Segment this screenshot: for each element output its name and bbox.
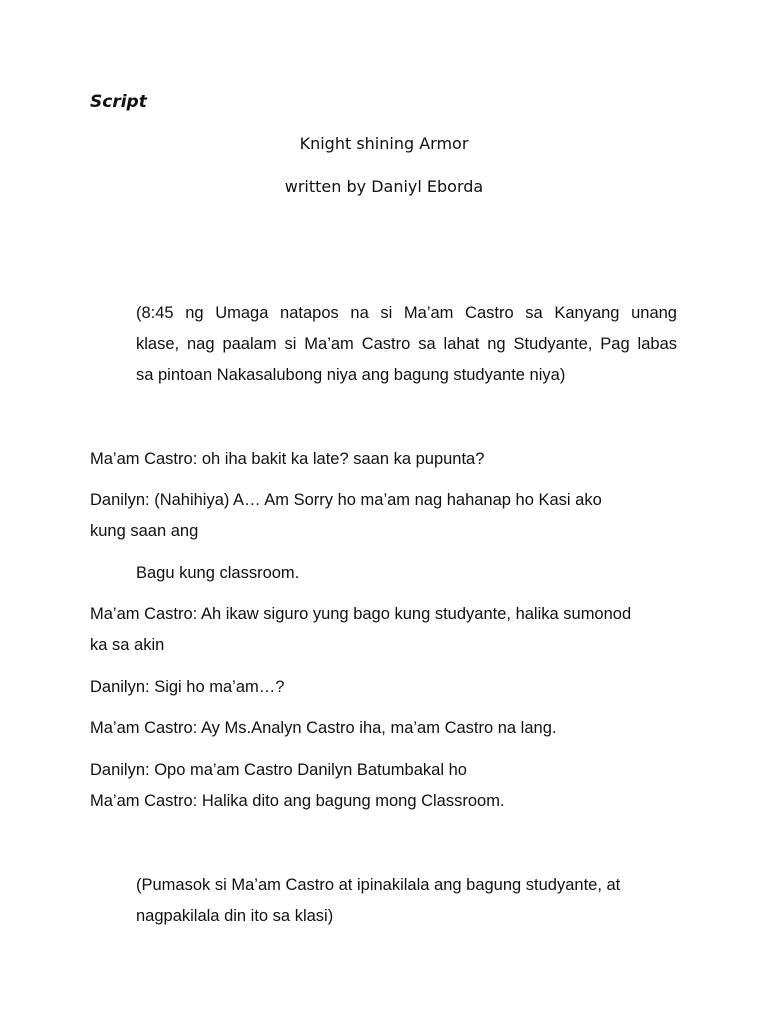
document-label: Script (90, 92, 147, 112)
dialogue-line: Ma’am Castro: Halika dito ang bagung mong Classroom. (90, 792, 505, 810)
stage-direction-line: klase, nag paalam si Ma’am Castro sa lahat ng Studyante, Pag labas (136, 335, 677, 353)
dialogue-line: Ma’am Castro: Ah ikaw siguro yung bago kung studyante, halika sumonod (90, 605, 632, 623)
stage-direction-line: (Pumasok si Ma’am Castro at ipinakilala ang bagung studyante, at (136, 876, 621, 894)
stage-direction-line: nagpakilala din ito sa klasi) (136, 907, 334, 925)
stage-direction-opening (136, 298, 677, 391)
script-byline: written by Daniyl Eborda (284, 177, 484, 196)
dialogue-line: Ma’am Castro: oh iha bakit ka late? saan ka pupunta? (90, 450, 485, 468)
stage-direction-line: (8:45 ng Umaga natapos na si Ma’am Castro sa Kanyang unang (136, 304, 677, 322)
stage-direction-line: sa pintoan Nakasalubong niya ang bagung studyante niya) (136, 366, 566, 384)
dialogue-line: Ma’am Castro: Ay Ms.Analyn Castro iha, ma’am Castro na lang. (90, 719, 557, 737)
dialogue-line: ka sa akin (90, 636, 165, 654)
dialogue-continuation: Bagu kung classroom. (136, 564, 300, 582)
dialogue-line: Danilyn: Sigi ho ma’am…? (90, 678, 285, 696)
dialogue-line: Danilyn: Opo ma’am Castro Danilyn Batumbakal ho (90, 761, 467, 779)
script-title: Knight shining Armor (299, 134, 469, 153)
dialogue-line: kung saan ang (90, 522, 199, 540)
dialogue-line: Danilyn: (Nahihiya) A… Am Sorry ho ma’am nag hahanap ho Kasi ako (90, 491, 602, 509)
